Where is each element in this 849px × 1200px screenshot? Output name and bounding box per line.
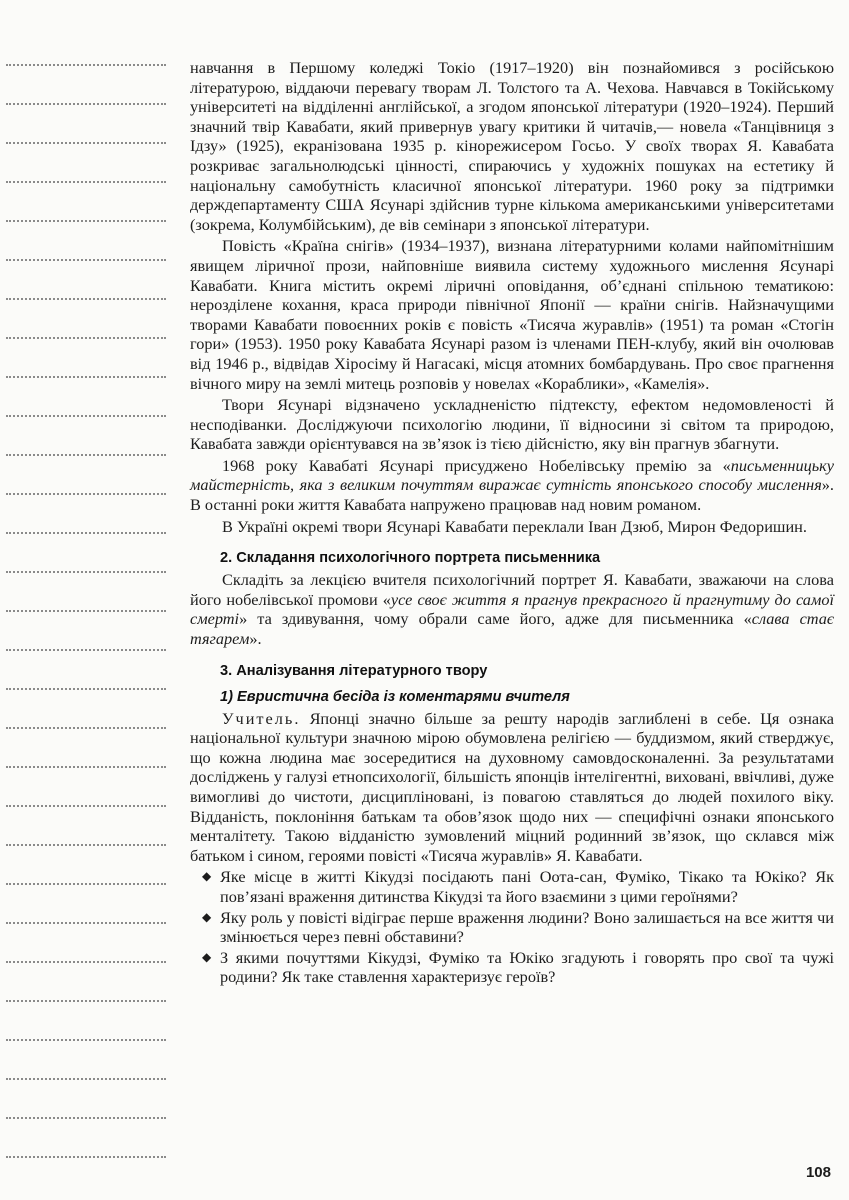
margin-note-line <box>6 64 166 66</box>
page-number: 108 <box>805 1164 831 1181</box>
margin-note-line <box>6 883 166 885</box>
margin-note-line <box>6 181 166 183</box>
body-paragraph: навчання в Першому коледжі Токіо (1917–1920) він познайомився з російською літературою, віддаючи перевагу творам Л. Толстого та А. Чехова. Навчався в Токійському університеті на відділенні англійської, а згодом японської літератури (1920–1924). Перший значний твір Кавабати, який привернув увагу критики й читачів,— новела «Танцівниця з Ідзу» (1925), екранізована 1935 р. кінорежисером Госьо. У своїх творах Я. Кавабата розкриває загальнолюдські цінності, спираючись у художніх пошуках на естетику й національну самобутність класичної японської літератури. 1960 року за підтримки держдепартаменту США Ясунарі здійснив турне кількома американськими університетами (зокрема, Колумбійським), де вів семінари з японської літератури. <box>190 58 834 234</box>
margin-note-line <box>6 844 166 846</box>
margin-note-line <box>6 493 166 495</box>
margin-note-line <box>6 1000 166 1002</box>
margin-note-line <box>6 532 166 534</box>
section-2-task: Складіть за лекцією вчителя психологічний портрет Я. Кавабати, зважаючи на слова його нобелівської промови «усе своє життя я прагнув прекрасного й прагнутиму до самої смерті» та здивування, чому обрали саме його, адже для письменника «слава стає тягарем». <box>190 570 834 649</box>
margin-note-line <box>6 142 166 144</box>
section-2-heading: 2. Складання психологічного портрета письменника <box>220 550 601 567</box>
teacher-commentary: Учитель. Японці значно більше за решту народів заглиблені в себе. Ця ознака національної культури значною мірою обумовлена релігією — буддизмом, який стверджує, що кожна людина має зосередитися на духовному самовдосконаленні. За результатами досліджень у галузі етнопсихології, більшість японців інтелігентні, виховані, ввічливі, дуже вимогливі до чистоти, дисципліновані, із повагою ставляться до людей похилого віку. Відданість, поклоніння батькам та обов’язок щодо них — специфічні ознаки японського менталітету. Такою відданістю зумовлений міцний родинний зв’язок, що склався між батьком і сином, героями повісті «Тисяча журавлів» Я. Кавабати. <box>190 708 834 865</box>
margin-note-line <box>6 1156 166 1158</box>
body-paragraph: 1968 року Кавабаті Ясунарі присуджено Нобелівську премію за «письменницьку майстерність, яка з великим почуттям виражає сутність японського способу мислення». В останні роки життя Кавабата напружено працював над новим романом. <box>190 455 834 515</box>
margin-note-line <box>6 259 166 261</box>
diamond-bullet-icon: ◆ <box>202 909 212 924</box>
section-3-heading: 3. Аналізування літературного твору <box>220 662 488 679</box>
margin-note-line <box>6 727 166 729</box>
body-paragraph: Твори Ясунарі відзначено ускладненістю підтексту, ефектом недомовленості й несподіванки. Досліджуючи психологію людини, її відносини зі світом та природою, Кавабата завжди орієнтувався на зв’язок із тією дійсністю, яку він прагнув збагнути. <box>190 395 834 454</box>
margin-note-line <box>6 415 166 417</box>
body-paragraph: Повість «Країна снігів» (1934–1937), визнана літературними колами найпомітнішим явищем ліричної прози, найповніше виявила систему художнього мислення Ясунарі Кавабати. Книга містить окремі ліричні оповідання, об’єднані спільною тематикою: нерозділене кохання, краса природи північної Японії — країни снігів. Найзначущими творами Кавабати повоєнних років є повість «Тисяча журавлів» (1951) та роман «Стогін гори» (1953). 1950 року Кавабата Ясунарі разом із членами ПЕН-клубу, який він очолював від 1946 р., відвідав Хіросіму й Нагасакі, місця атомних бомбардувань. Про своє прагнення вічного миру на землі митець розповів у новелах «Кораблики», «Камелія». <box>190 236 834 393</box>
question-item: ◆ З якими почуттями Кікудзі, Фуміко та Юкіко згадують і говорять про свої та чужі родини? Як таке ставлення характеризує героїв? <box>202 947 834 987</box>
margin-note-line <box>6 610 166 612</box>
margin-note-line <box>6 1039 166 1041</box>
diamond-bullet-icon: ◆ <box>202 869 212 884</box>
section-3-subheading: 1) Евристична бесіда із коментарями вчителя <box>220 688 570 705</box>
margin-note-lines <box>0 0 175 1200</box>
margin-note-line <box>6 1078 166 1080</box>
margin-note-line <box>6 688 166 690</box>
margin-note-line <box>6 1117 166 1119</box>
margin-note-line <box>6 961 166 963</box>
intro-paragraphs <box>190 58 834 536</box>
margin-note-line <box>6 766 166 768</box>
margin-note-line <box>6 298 166 300</box>
diamond-bullet-icon: ◆ <box>202 949 212 964</box>
margin-note-line <box>6 376 166 378</box>
margin-note-line <box>6 337 166 339</box>
question-list <box>190 867 834 987</box>
body-paragraph: В Україні окремі твори Ясунарі Кавабати переклали Іван Дзюб, Мирон Федоришин. <box>222 516 807 536</box>
question-item: ◆ Яку роль у повісті відіграє перше враження людини? Воно залишається на все життя чи змінюється через певні обставини? <box>202 907 834 947</box>
margin-note-line <box>6 571 166 573</box>
page-content <box>190 58 834 987</box>
margin-note-line <box>6 103 166 105</box>
margin-note-line <box>6 805 166 807</box>
margin-note-line <box>6 220 166 222</box>
margin-note-line <box>6 649 166 651</box>
question-item: ◆ Яке місце в житті Кікудзі посідають пані Оота-сан, Фуміко, Тікако та Юкіко? Як пов’язані враження дитинства Кікудзі та його взаємини з цими героїнями? <box>202 867 834 906</box>
margin-note-line <box>6 922 166 924</box>
margin-note-line <box>6 454 166 456</box>
